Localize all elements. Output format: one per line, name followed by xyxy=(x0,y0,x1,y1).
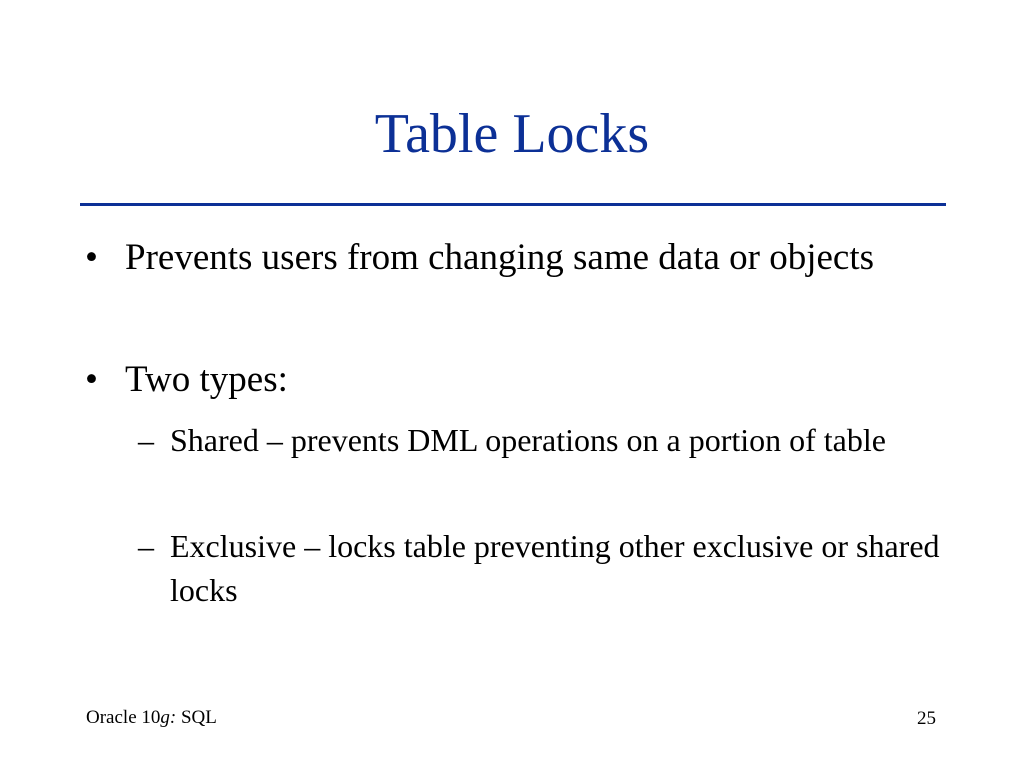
bullet-item-prevents-users xyxy=(85,234,935,282)
sub-bullet-marker: – xyxy=(138,422,154,458)
footer-course-prefix: Oracle 10 xyxy=(86,707,161,728)
footer-course-suffix: SQL xyxy=(176,707,217,728)
sub-bullet-text: Shared – prevents DML operations on a portion of table xyxy=(170,422,886,458)
title-divider xyxy=(80,203,946,206)
bullet-marker: • xyxy=(85,359,98,400)
bullet-marker: • xyxy=(85,237,98,278)
footer-page-number: 25 xyxy=(917,708,936,729)
footer-course-italic: g: xyxy=(160,707,177,728)
sub-bullet-marker: – xyxy=(138,528,154,564)
sub-bullet-shared xyxy=(138,418,950,462)
bullet-text: Prevents users from changing same data or objects xyxy=(125,237,875,278)
sub-bullet-text: Exclusive – locks table preventing other exclusive or shared locks xyxy=(170,528,940,608)
bullet-text: Two types: xyxy=(125,359,288,400)
slide-title: Table Locks xyxy=(374,103,650,165)
sub-bullet-exclusive xyxy=(138,524,950,612)
footer-course-title xyxy=(86,707,217,729)
bullet-item-two-types xyxy=(85,356,935,404)
